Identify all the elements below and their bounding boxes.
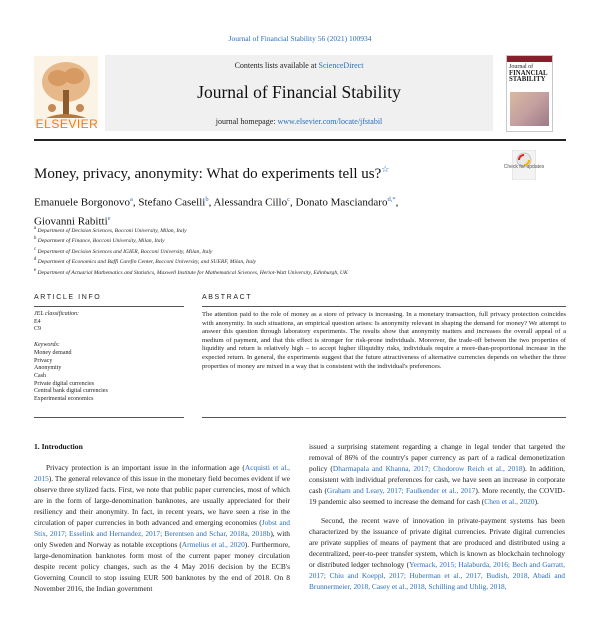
jel-code: C9 [34,326,42,333]
affiliation-item [34,235,554,245]
body-text: ), with only Sweden and Norway as notable exceptions ( [34,529,290,549]
author-affiliation-mark[interactable]: c [287,196,291,203]
citation-link[interactable]: Graham and Leary, 2017; Faulkender et al., 2017 [326,486,476,495]
affiliation-item [34,246,554,256]
keyword-list [34,350,184,404]
affiliation-mark: a [34,226,37,231]
keyword-item: Private digital currencies [34,380,94,387]
author-affiliation-mark[interactable]: d,* [387,196,396,203]
body-column-left [34,462,290,594]
author-name[interactable]: Giovanni Rabitti [34,215,108,228]
author-separator: , [395,196,399,209]
citation-link[interactable]: Dharmapala and Khanna, 2017; Chodorow Reich et al., 2018 [332,464,523,473]
divider [34,306,184,307]
author-separator: , [290,196,296,209]
citation-link[interactable]: Chen et al., 2020 [484,497,535,506]
body-text: issued a surprising statement regarding a change in legal tender that targeted the removal of 86% of the country's paper currency as part of a radical demonetization policy ( [309,442,565,473]
body-text: Second, the recent wave of innovation in private-payment systems has been characterized by the issuance of private digital currencies. Private digital currencies are private supplies of means of payment that are produced and distributed using a decentralized, peer-to-peer transfer system, which is known as blockchain technology or distributed ledger technology ( [309,516,565,569]
cover-line-3: STABILITY [509,76,546,83]
author-affiliation-mark[interactable]: e [107,214,111,222]
body-text: ). The general relevance of this issue in the monetary field becomes evident if we observe three stylized facts. First, we note that public paper currencies, most of which are in the form of large-denomination banknotes, are usually appreciated for their resiliency and their anonymity. In fact, in recent years, we have seen a rise in the circulation of paper currencies in both advanced and emerging economies ( [34,474,290,527]
author-affiliation-mark[interactable]: a [130,196,133,203]
keyword-item: Privacy [34,357,53,364]
homepage-prefix: journal homepage: [215,117,278,126]
body-column-right [309,441,565,592]
contents-prefix: Contents lists available at [234,61,319,70]
elsevier-wordmark[interactable]: ELSEVIER [35,117,99,131]
keyword-item: Money demand [34,349,72,356]
journal-title: Journal of Financial Stability [197,82,401,102]
body-text: Privacy protection is an important issue in the information age ( [46,463,245,472]
author-name[interactable]: Stefano Caselli [138,196,206,209]
affiliation-mark: c [34,246,37,252]
jel-code: E4 [34,318,41,325]
author-list [34,192,554,229]
affiliation-mark: e [34,267,37,273]
citation-link[interactable]: Armelius et al., 2020 [181,540,245,549]
article-info-label: ARTICLE INFO [34,294,102,301]
author-name[interactable]: Donato Masciandaro [295,196,388,209]
affiliation-text: Department of Decision Sciences, Bocconi University, Milan, Italy [36,227,187,234]
body-text: ). More recently, the COVID-19 pandemic also seemed to increase the demand for cash ( [309,486,565,506]
jel-label: JEL classification: [34,311,80,317]
divider [202,306,566,307]
affiliation-text: Department of Actuarial Mathematics and Statistics, Maxwell Institute for Mathematical Sciences, Heriot-Watt University, Edinburgh, UK [36,269,348,276]
affiliation-text: Department of Finance, Bocconi University, Milan, Italy [36,238,165,245]
section-heading-introduction: 1. Introduction [34,442,83,451]
article-info-block [34,311,184,404]
body-text: ). [534,497,539,506]
keyword-item: Anonymity [34,365,62,372]
affiliation-item [34,225,554,235]
citation-link[interactable]: Jobst and Stix, 2017; Esselink and Hernandez, 2017; Berentsen and Schar, 2018a, 2018b [34,518,290,538]
keywords-label: Keywords: [34,342,60,349]
keyword-item: Experimental economics [34,396,94,403]
cover-line-1: Journal of [509,64,534,70]
article-title [34,164,389,183]
author-separator: , [132,196,139,209]
title-footnote-mark[interactable]: ☆ [381,164,390,174]
body-text: ). In addition, consistent with individual preferences for cash, we have seen an increase in corporate cash ( [309,464,565,495]
cover-band [507,56,552,62]
author-separator: , [208,196,214,209]
author-name[interactable]: Emanuele Borgonovo [34,196,131,209]
homepage-line [105,117,493,126]
affiliation-item [34,256,554,266]
divider [202,417,566,418]
journal-reference[interactable]: Journal of Financial Stability 56 (2021) 100934 [228,34,372,43]
jel-list [34,319,184,334]
keyword-item: Cash [34,372,46,379]
elsevier-tree-logo [34,56,98,126]
sciencedirect-link[interactable]: ScienceDirect [318,61,364,70]
citation-link[interactable]: Acquisti et al., 2015 [34,463,291,483]
abstract-label: ABSTRACT [202,294,253,301]
cover-artwork [510,92,549,126]
journal-cover-image[interactable] [506,55,553,132]
affiliation-item [34,267,554,277]
author-affiliation-mark[interactable]: b [205,196,209,203]
paragraph [34,462,290,594]
contents-line [105,61,493,70]
divider [34,417,184,418]
affiliation-mark: b [34,236,37,242]
paragraph [309,441,565,507]
affiliation-mark: d [34,257,37,263]
body-text: ). Furthermore, large-denomination banknotes form most of the current paper money circulation despite recent policy changes, such as the 4 May 2016 decision by the ECB's Governing Council to stop issuing EUR 500 banknotes by the end of 2018. On 8 November 2016, the Indian government [34,540,290,593]
affiliation-text: Department of Economics and Baffi Carefin Center, Bocconi University, and SUERF, Milan, Italy [36,259,257,266]
affiliations-list [34,225,554,277]
citation-link[interactable]: Yermack, 2015; Halaburda, 2016; Bech and Garratt, 2017; Chiu and Koeppl, 2017; Huberman et al., 2017, Budish, 2018, Abadi and Brunnermeier, 2018, Casey et al., 2018, Schilling and Uhlig, 2018, [309,560,565,591]
check-for-updates-label[interactable]: Check for updates [503,164,545,170]
paragraph [309,515,565,592]
header-rule [34,139,566,141]
article-title-text: Money, privacy, anonymity: What do experiments tell us? [34,166,382,182]
affiliation-text: Department of Decision Sciences and IGIER, Bocconi University, Milan, Italy [36,248,213,255]
homepage-link[interactable]: www.elsevier.com/locate/jfstabil [277,117,383,126]
keyword-item: Central bank digital currencies [34,388,108,395]
cover-title [509,64,550,84]
cover-line-2: FINANCIAL [509,69,548,77]
author-name[interactable]: Alessandra Cillo [213,196,288,209]
abstract-text: The attention paid to the role of money as a store of privacy is increasing. In a monetary transaction, full privacy protection coincides with anonymity. In such situations, an empirical question arises: Is anonymity relevant in shaping the demand for money? We attempt to answer this question through laboratory experiments. The results show that anonymity matters and increases the overall appeal of a medium of payment, and that this effect is stronger for risk-prone individuals. Moreover, the trade-off between the two properties of liquidity and return is relatively high – to accept higher illiquidity risks, individuals require a more-than-proportional increase in the expected return. In general, the experiments suggest that the future attractiveness of alternative currencies depends on whether the three properties of money are mixed in a way that is consistent with the individual's preferences. [202,311,566,370]
